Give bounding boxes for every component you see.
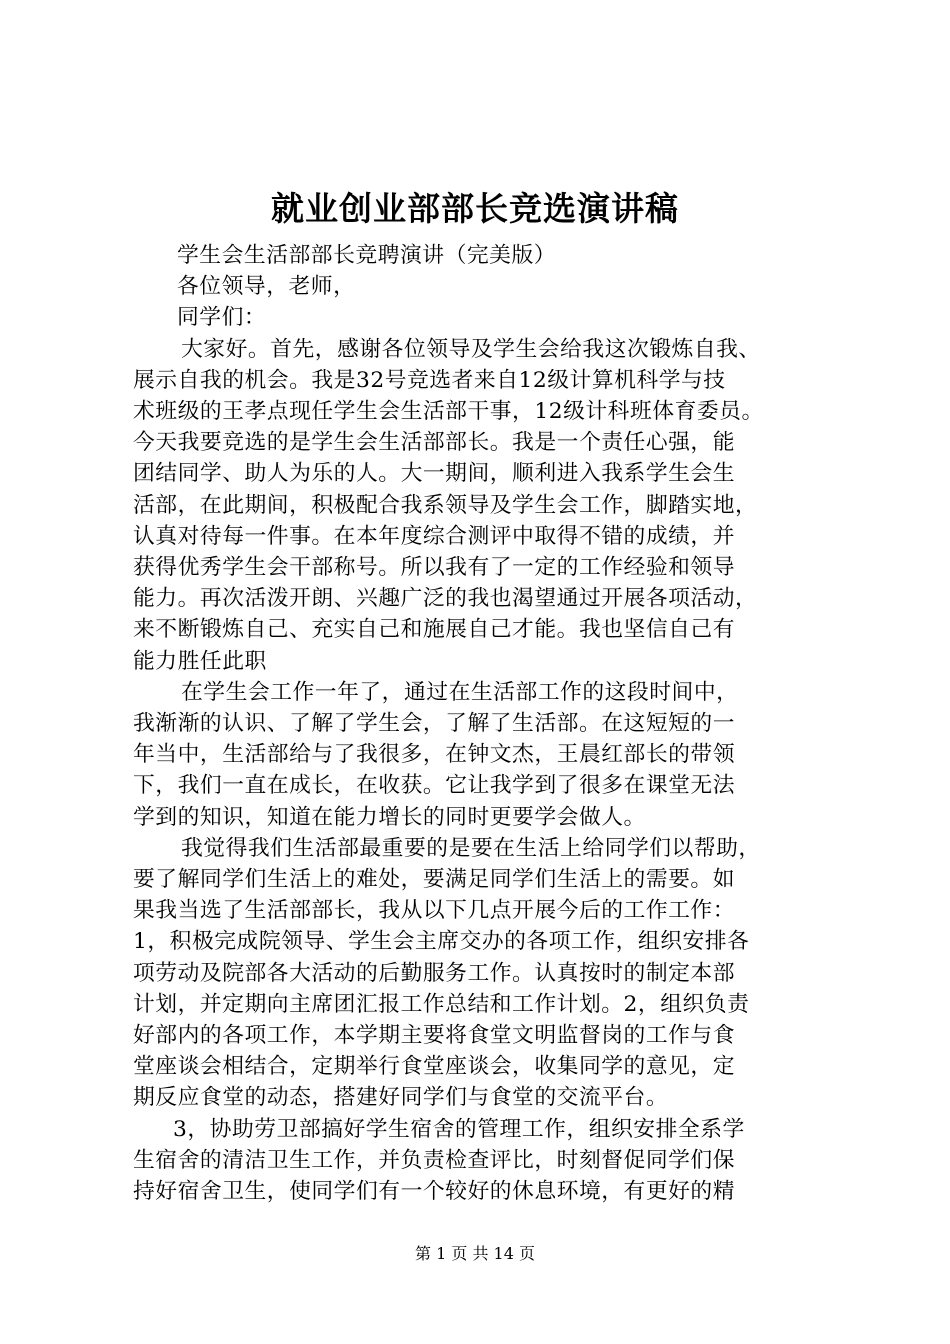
text-line: 活部，在此期间，积极配合我系领导及学生会工作，脚踏实地， bbox=[133, 492, 758, 518]
text-line: 果我当选了生活部部长，我从以下几点开展今后的工作工作： bbox=[133, 898, 736, 924]
text-line: 大家好。首先，感谢各位领导及学生会给我这次锻炼自我、 bbox=[181, 336, 761, 362]
text-line: 要了解同学们生活上的难处，要满足同学们生活上的需要。如 bbox=[133, 867, 736, 893]
text-line: 能力胜任此职 bbox=[133, 648, 267, 674]
text-line: 各位领导，老师， bbox=[177, 274, 356, 300]
text-line: 下，我们一直在成长，在收获。它让我学到了很多在课堂无法 bbox=[133, 773, 736, 799]
text-line: 团结同学、助人为乐的人。大一期间，顺利进入我系学生会生 bbox=[133, 461, 736, 487]
text-line: 好部内的各项工作，本学期主要将食堂文明监督岗的工作与食 bbox=[133, 1023, 736, 1049]
text-line: 我觉得我们生活部最重要的是要在生活上给同学们以帮助， bbox=[181, 835, 761, 861]
text-line: 堂座谈会相结合，定期举行食堂座谈会，收集同学的意见，定 bbox=[133, 1054, 736, 1080]
text-line: 术班级的王孝点现任学生会生活部干事，12级计科班体育委员。 bbox=[133, 399, 764, 425]
text-line: 3，协助劳卫部搞好学生宿舍的管理工作，组织安排全系学 bbox=[173, 1116, 745, 1142]
text-line: 学生会生活部部长竞聘演讲（完美版） bbox=[177, 243, 557, 268]
text-line: 今天我要竞选的是学生会生活部部长。我是一个责任心强，能 bbox=[133, 430, 736, 456]
text-line: 持好宿舍卫生，使同学们有一个较好的休息环境，有更好的精 bbox=[133, 1179, 736, 1205]
text-line: 获得优秀学生会干部称号。所以我有了一定的工作经验和领导 bbox=[133, 555, 736, 581]
document-body bbox=[133, 240, 833, 1207]
text-line: 项劳动及院部各大活动的后勤服务工作。认真按时的制定本部 bbox=[133, 960, 736, 986]
page-number: 第 1 页 共 14 页 bbox=[415, 1244, 535, 1263]
text-line: 来不断锻炼自己、充实自己和施展自己才能。我也坚信自己有 bbox=[133, 617, 736, 643]
text-line: 计划，并定期向主席团汇报工作总结和工作计划。2，组织负责 bbox=[133, 991, 750, 1017]
text-line: 能力。再次活泼开朗、兴趣广泛的我也渴望通过开展各项活动， bbox=[133, 586, 758, 612]
text-line: 期反应食堂的动态，搭建好同学们与食堂的交流平台。 bbox=[133, 1085, 669, 1111]
text-line: 同学们： bbox=[177, 305, 267, 331]
text-line: 生宿舍的清洁卫生工作，并负责检查评比，时刻督促同学们保 bbox=[133, 1147, 736, 1173]
text-line: 认真对待每一件事。在本年度综合测评中取得不错的成绩，并 bbox=[133, 523, 736, 549]
text-line: 在学生会工作一年了，通过在生活部工作的这段时间中， bbox=[181, 679, 739, 705]
document-title: 就业创业部部长竞选演讲稿 bbox=[271, 189, 679, 228]
text-line: 我渐渐的认识、了解了学生会，了解了生活部。在这短短的一 bbox=[133, 711, 736, 737]
text-line: 展示自我的机会。我是32号竞选者来自12级计算机科学与技 bbox=[133, 367, 726, 393]
text-line: 年当中，生活部给与了我很多，在钟文杰，王晨红部长的带领 bbox=[133, 742, 736, 768]
text-line: 1，积极完成院领导、学生会主席交办的各项工作，组织安排各 bbox=[133, 929, 750, 955]
text-line: 学到的知识，知道在能力增长的同时更要学会做人。 bbox=[133, 804, 646, 830]
